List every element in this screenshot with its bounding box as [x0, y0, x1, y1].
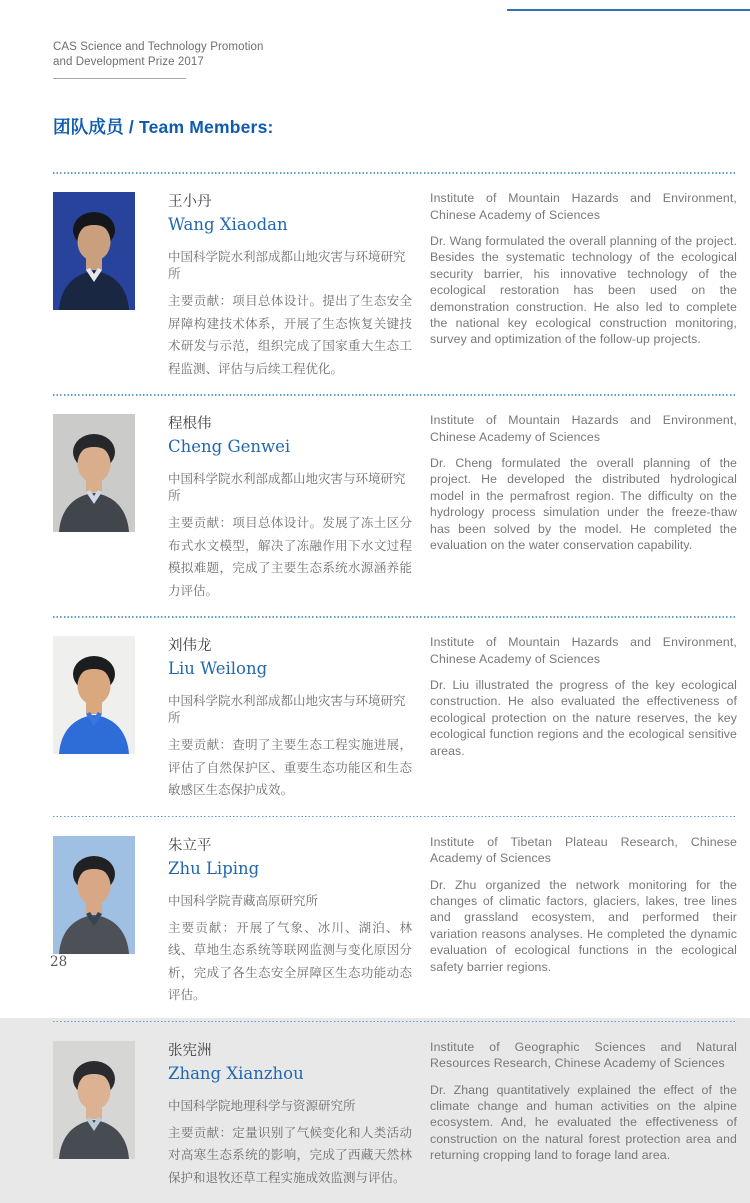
member-left-column [168, 192, 412, 380]
top-right-accent-rule [507, 9, 750, 11]
member-portrait-photo [53, 1041, 135, 1159]
member-name-cn: 程根伟 [168, 412, 412, 433]
header-line-2: and Development Prize 2017 [53, 55, 264, 70]
member-right-column [430, 836, 737, 975]
portrait-neck [86, 256, 102, 270]
member-description-en: Dr. Cheng formulated the overall planning of the project. He developed the distributed hydrological model in the permafrost region. The difficulty on the hydrology process simulation under the freeze-thaw has been solved by the model. He completed the evaluation on the water conservation capability. [430, 455, 737, 553]
member-name-en: Liu Weilong [168, 659, 412, 678]
member-contribution-cn: 主要贡献：定量识别了气候变化和人类活动对高寒生态系统的影响，完成了西藏天然林保护和退牧还草工程实施成效监测与评估。 [168, 1122, 412, 1190]
member-name-en: Cheng Genwei [168, 437, 412, 456]
member-name-en: Zhang Xianzhou [168, 1064, 412, 1083]
member-name-cn: 张宪洲 [168, 1039, 412, 1060]
member-right-column [430, 414, 737, 553]
member-portrait-photo [53, 192, 135, 310]
member-left-column [168, 836, 412, 1007]
member-affiliation-en: Institute of Tibetan Plateau Research, Chinese Academy of Sciences [430, 834, 737, 867]
member-description-en: Dr. Zhu organized the network monitoring for the changes of climatic factors, glaciers, lakes, tree lines and grassland ecosystem, and performed their variation reasons analyses. He completed the dynamic evaluation of ecological functions in the ecological safety barrier regions. [430, 877, 737, 975]
member-portrait-photo [53, 414, 135, 532]
member-portrait-photo [53, 636, 135, 754]
member-row [53, 172, 737, 394]
member-contribution-cn: 主要贡献：项目总体设计。发展了冻土区分布式水文模型，解决了冻融作用下水文过程模拟难题，完成了主要生态系统水源涵养能力评估。 [168, 512, 412, 602]
member-list [53, 172, 737, 1203]
portrait-neck [86, 1105, 102, 1119]
member-affiliation-en: Institute of Mountain Hazards and Environment, Chinese Academy of Sciences [430, 412, 737, 445]
member-name-en: Wang Xiaodan [168, 215, 412, 234]
member-contribution-cn: 主要贡献：查明了主要生态工程实施进展，评估了自然保护区、重要生态功能区和生态敏感区生态保护成效。 [168, 734, 412, 802]
portrait-neck [86, 478, 102, 492]
page-header [53, 40, 264, 79]
member-left-column [168, 414, 412, 602]
member-name-cn: 刘伟龙 [168, 634, 412, 655]
member-left-column [168, 636, 412, 802]
member-affiliation-en: Institute of Mountain Hazards and Environment, Chinese Academy of Sciences [430, 190, 737, 223]
member-right-column [430, 1041, 737, 1164]
member-row [53, 816, 737, 1021]
member-affiliation-cn: 中国科学院地理科学与资源研究所 [168, 1098, 412, 1115]
member-row [53, 1021, 737, 1203]
member-affiliation-cn: 中国科学院水利部成都山地灾害与环境研究所 [168, 693, 412, 727]
portrait-face [78, 867, 111, 905]
member-right-column [430, 636, 737, 759]
member-portrait-photo [53, 836, 135, 954]
member-affiliation-en: Institute of Mountain Hazards and Environment, Chinese Academy of Sciences [430, 634, 737, 667]
member-row [53, 394, 737, 616]
member-description-en: Dr. Zhang quantitatively explained the effect of the climate change and human activities on the alpine ecosystem. And, he evaluated the effectiveness of construction on the natural forest protection area and returning cropping land to forage land area. [430, 1082, 737, 1164]
member-affiliation-cn: 中国科学院水利部成都山地灾害与环境研究所 [168, 471, 412, 505]
member-description-en: Dr. Liu illustrated the progress of the key ecological construction. He also evaluated the effectiveness of ecological protection on the nature reserves, the key ecological function regions and the ecological sensitive areas. [430, 677, 737, 759]
portrait-neck [86, 700, 102, 714]
member-affiliation-cn: 中国科学院青藏高原研究所 [168, 893, 412, 910]
member-left-column [168, 1041, 412, 1190]
member-name-cn: 王小丹 [168, 190, 412, 211]
portrait-face [78, 223, 111, 261]
header-line-1: CAS Science and Technology Promotion [53, 40, 264, 55]
page-title: 团队成员 / Team Members: [53, 114, 274, 139]
portrait-face [78, 667, 111, 705]
member-contribution-cn: 主要贡献：开展了气象、冰川、湖泊、林线、草地生态系统等联网监测与变化原因分析，完成了各生态安全屏障区生态功能动态评估。 [168, 917, 412, 1007]
member-affiliation-en: Institute of Geographic Sciences and Natural Resources Research, Chinese Academy of Sciences [430, 1039, 737, 1072]
member-description-en: Dr. Wang formulated the overall planning of the project. Besides the systematic technology of the ecological security barrier, his innovative technology of the ecological restoration has been used on the demonstration construction. He also led to complete the national key ecological construction monitoring, survey and optimization of the follow-up projects. [430, 233, 737, 348]
member-name-en: Zhu Liping [168, 859, 412, 878]
portrait-face [78, 1072, 111, 1110]
member-affiliation-cn: 中国科学院水利部成都山地灾害与环境研究所 [168, 249, 412, 283]
portrait-face [78, 445, 111, 483]
page-number: 28 [50, 954, 67, 970]
member-name-cn: 朱立平 [168, 834, 412, 855]
member-contribution-cn: 主要贡献：项目总体设计。提出了生态安全屏障构建技术体系，开展了生态恢复关键技术研发与示范，组织完成了国家重大生态工程监测、评估与后续工程优化。 [168, 290, 412, 380]
member-row [53, 616, 737, 816]
portrait-neck [86, 900, 102, 914]
member-right-column [430, 192, 737, 348]
header-underline [53, 78, 186, 79]
